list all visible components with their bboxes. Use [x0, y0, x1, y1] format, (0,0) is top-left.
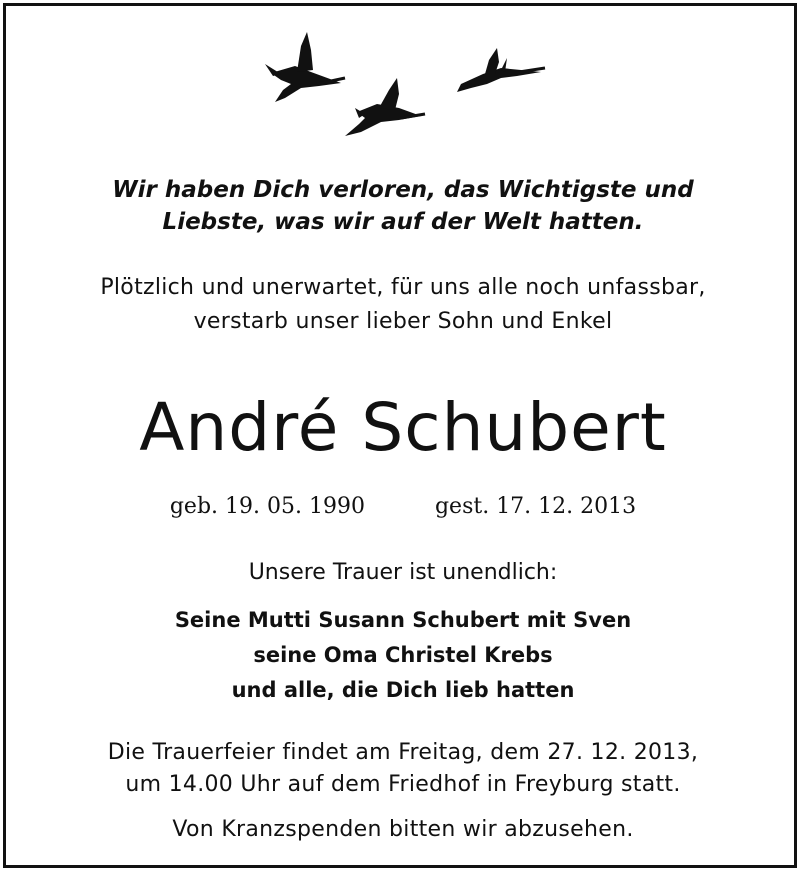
- flying-birds-icon: [261, 28, 551, 143]
- bird-middle-icon: [345, 78, 425, 136]
- mourners-intro: Unsere Trauer ist unendlich:: [248, 560, 558, 585]
- closing-note: Von Kranzspenden bitten wir abzusehen.: [172, 817, 634, 842]
- mourner-line-3: und alle, die Dich lieb hatten: [231, 678, 575, 702]
- death-date: gest. 17. 12. 2013: [434, 494, 637, 519]
- motto-line-2: Liebste, was wir auf der Welt hatten.: [162, 209, 644, 235]
- intro-line-1: Plötzlich und unerwartet, für uns alle noch unfassbar,: [100, 275, 706, 300]
- service-line-1: Die Trauerfeier findet am Freitag, dem 27. 12. 2013,: [107, 740, 699, 765]
- birth-date: geb. 19. 05. 1990: [169, 494, 365, 519]
- mourner-line-2: seine Oma Christel Krebs: [253, 643, 553, 667]
- bird-left-icon: [265, 32, 345, 102]
- motto-line-1: Wir haben Dich verloren, das Wichtigste und: [112, 177, 694, 203]
- obituary-frame: [3, 3, 797, 868]
- intro-line-2: verstarb unser lieber Sohn und Enkel: [193, 309, 613, 334]
- service-line-2: um 14.00 Uhr auf dem Friedhof in Freyburg statt.: [125, 772, 681, 797]
- mourner-line-1: Seine Mutti Susann Schubert mit Sven: [174, 608, 632, 632]
- life-dates: [6, 492, 800, 522]
- deceased-name: André Schubert: [139, 389, 667, 466]
- bird-right-icon: [457, 48, 545, 92]
